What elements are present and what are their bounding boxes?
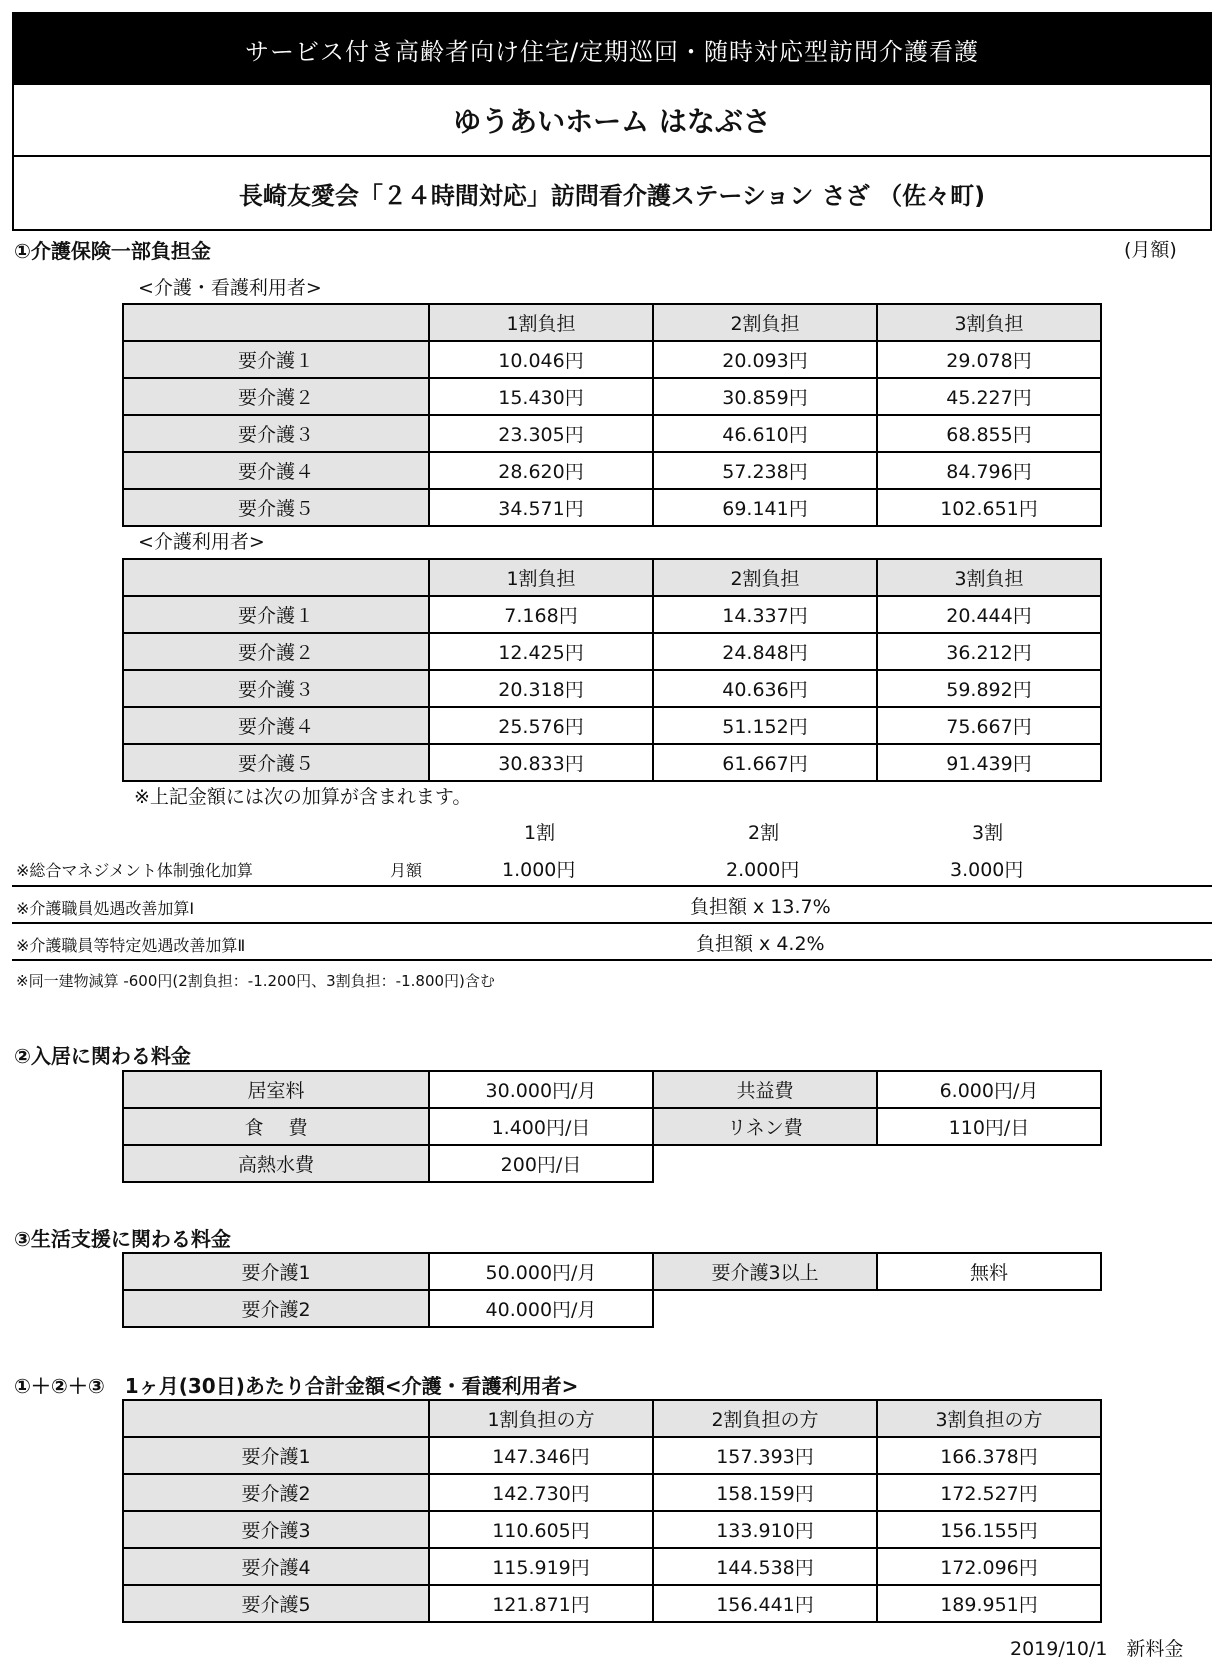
cell: 40.636円	[653, 670, 877, 707]
cell: 45.227円	[877, 378, 1101, 415]
cell: 29.078円	[877, 341, 1101, 378]
mgmt-unit: 月額	[390, 861, 423, 880]
add-col-2: 2割	[748, 822, 780, 844]
cell: 110円/日	[877, 1108, 1101, 1145]
cell: 59.892円	[877, 670, 1101, 707]
station-name: 長崎友愛会「２４時間対応」訪問看介護ステーション さざ （佐々町)	[238, 181, 986, 210]
table-row	[123, 1145, 1101, 1182]
cell: 91.439円	[877, 744, 1101, 781]
cell: 102.651円	[877, 489, 1101, 526]
row-label: 要介護５	[123, 489, 429, 526]
empty-cell	[653, 1290, 877, 1327]
cell: 40.000円/月	[429, 1290, 653, 1327]
row-label: 高熱水費	[123, 1145, 429, 1182]
cell: 200円/日	[429, 1145, 653, 1182]
table-row	[123, 1474, 1101, 1511]
header-category: サービス付き高齢者向け住宅/定期巡回・随時対応型訪問介護看護	[14, 14, 1210, 85]
row-label: リネン費	[653, 1108, 877, 1145]
row-label: 要介護2	[123, 1474, 429, 1511]
table-row	[123, 1511, 1101, 1548]
cell: 75.667円	[877, 707, 1101, 744]
add-col-1: 1割	[524, 822, 556, 844]
table-row	[123, 744, 1101, 781]
table-row	[123, 707, 1101, 744]
header-cell: 2割負担	[653, 304, 877, 341]
row-label: 要介護３	[123, 670, 429, 707]
cell: 147.346円	[429, 1437, 653, 1474]
cell: 110.605円	[429, 1511, 653, 1548]
row-label: 要介護2	[123, 1290, 429, 1327]
divider	[12, 885, 1212, 887]
table-row	[123, 489, 1101, 526]
cell: 156.441円	[653, 1585, 877, 1622]
reduction-note: ※同一建物減算 -600円(2割負担：-1.200円、3割負担：-1.800円)含む	[16, 972, 495, 990]
row-label: 要介護５	[123, 744, 429, 781]
header-cell: 1割負担の方	[429, 1400, 653, 1437]
cell: 68.855円	[877, 415, 1101, 452]
table-row	[123, 1108, 1101, 1145]
cell: 84.796円	[877, 452, 1101, 489]
cell: 6.000円/月	[877, 1071, 1101, 1108]
move-in-fees-table	[122, 1070, 1102, 1183]
header-cell: 3割負担	[877, 304, 1101, 341]
care-table	[122, 558, 1102, 782]
cell: 20.093円	[653, 341, 877, 378]
section1-sub2: <介護利用者>	[138, 531, 265, 553]
cell: 15.430円	[429, 378, 653, 415]
table-row	[123, 1290, 1101, 1327]
cell: 57.238円	[653, 452, 877, 489]
footer-date: 2019/10/1 新料金	[1010, 1638, 1184, 1660]
cell: 121.871円	[429, 1585, 653, 1622]
row-label: 要介護3	[123, 1511, 429, 1548]
mgmt-val-2: 2.000円	[726, 859, 800, 881]
divider	[12, 922, 1212, 924]
cell: 20.318円	[429, 670, 653, 707]
cell: 142.730円	[429, 1474, 653, 1511]
cell: 133.910円	[653, 1511, 877, 1548]
row-label: 要介護1	[123, 1253, 429, 1290]
header-cell: 3割負担の方	[877, 1400, 1101, 1437]
table-row	[123, 1548, 1101, 1585]
row-label: 要介護5	[123, 1585, 429, 1622]
table-row	[123, 378, 1101, 415]
table-row	[123, 1585, 1101, 1622]
row-label: 共益費	[653, 1071, 877, 1108]
header-cell-empty	[123, 1400, 429, 1437]
cell: 172.527円	[877, 1474, 1101, 1511]
cell: 189.951円	[877, 1585, 1101, 1622]
cell: 1.400円/日	[429, 1108, 653, 1145]
header-box	[12, 12, 1212, 231]
header-cell: 2割負担の方	[653, 1400, 877, 1437]
cell: 30.833円	[429, 744, 653, 781]
cell: 20.444円	[877, 596, 1101, 633]
care-nursing-table	[122, 303, 1102, 527]
row-label: 要介護１	[123, 596, 429, 633]
table-row	[123, 596, 1101, 633]
header-cell-empty	[123, 304, 429, 341]
table-row	[123, 415, 1101, 452]
header-cell: 1割負担	[429, 559, 653, 596]
cell: 172.096円	[877, 1548, 1101, 1585]
row-label: 要介護4	[123, 1548, 429, 1585]
cell: 144.538円	[653, 1548, 877, 1585]
header-cell-empty	[123, 559, 429, 596]
cell: 30.000円/月	[429, 1071, 653, 1108]
cell: 158.159円	[653, 1474, 877, 1511]
row-label: 要介護２	[123, 378, 429, 415]
row-label: 要介護1	[123, 1437, 429, 1474]
row-label: 食 費	[123, 1108, 429, 1145]
cell: 14.337円	[653, 596, 877, 633]
table-row	[123, 1253, 1101, 1290]
empty-cell	[653, 1145, 877, 1182]
mgmt-val-1: 1.000円	[502, 859, 576, 881]
monthly-label: (月額)	[1124, 239, 1177, 261]
monthly-total-table	[122, 1399, 1102, 1623]
empty-cell	[877, 1145, 1101, 1182]
divider	[12, 959, 1212, 961]
table-row	[123, 452, 1101, 489]
row-label: 要介護４	[123, 707, 429, 744]
row-label: 要介護２	[123, 633, 429, 670]
cell: 156.155円	[877, 1511, 1101, 1548]
mgmt-label: ※総合マネジメント体制強化加算	[16, 861, 253, 880]
kaizen1-label: ※介護職員処遇改善加算Ⅰ	[16, 899, 195, 918]
cell: 7.168円	[429, 596, 653, 633]
cell: 50.000円/月	[429, 1253, 653, 1290]
row-label: 要介護１	[123, 341, 429, 378]
cell: 36.212円	[877, 633, 1101, 670]
kaizen1-value: 負担額 x 13.7%	[690, 896, 831, 918]
kaizen2-label: ※介護職員等特定処遇改善加算Ⅱ	[16, 936, 246, 955]
table-row	[123, 1437, 1101, 1474]
addition-note: ※上記金額には次の加算が含まれます。	[134, 786, 472, 808]
cell: 46.610円	[653, 415, 877, 452]
section2-title: ②入居に関わる料金	[14, 1044, 191, 1068]
section1-title: ①介護保険一部負担金	[14, 239, 211, 263]
table-header-row	[123, 304, 1101, 341]
cell: 30.859円	[653, 378, 877, 415]
cell: 69.141円	[653, 489, 877, 526]
row-label: 要介護４	[123, 452, 429, 489]
row-label: 居室料	[123, 1071, 429, 1108]
table-row	[123, 341, 1101, 378]
row-label: 要介護3以上	[653, 1253, 877, 1290]
mgmt-val-3: 3.000円	[950, 859, 1024, 881]
facility-name: ゆうあいホーム はなぶさ	[14, 85, 1210, 157]
cell: 115.919円	[429, 1548, 653, 1585]
table-header-row	[123, 559, 1101, 596]
header-cell: 2割負担	[653, 559, 877, 596]
cell: 51.152円	[653, 707, 877, 744]
row-label: 要介護３	[123, 415, 429, 452]
cell: 61.667円	[653, 744, 877, 781]
section1-sub1: <介護・看護利用者>	[138, 277, 322, 299]
table-row	[123, 633, 1101, 670]
kaizen2-value: 負担額 x 4.2%	[696, 933, 825, 955]
section3-title: ③生活支援に関わる料金	[14, 1227, 231, 1251]
cell: 34.571円	[429, 489, 653, 526]
add-col-3: 3割	[972, 822, 1004, 844]
cell: 10.046円	[429, 341, 653, 378]
cell: 24.848円	[653, 633, 877, 670]
cell: 157.393円	[653, 1437, 877, 1474]
cell: 166.378円	[877, 1437, 1101, 1474]
section4-title: ①＋②＋③ 1ヶ月(30日)あたり合計金額<介護・看護利用者>	[14, 1374, 579, 1398]
cell: 無料	[877, 1253, 1101, 1290]
table-header-row	[123, 1400, 1101, 1437]
empty-cell	[877, 1290, 1101, 1327]
header-cell: 1割負担	[429, 304, 653, 341]
cell: 25.576円	[429, 707, 653, 744]
header-cell: 3割負担	[877, 559, 1101, 596]
table-row	[123, 670, 1101, 707]
table-row	[123, 1071, 1101, 1108]
cell: 23.305円	[429, 415, 653, 452]
cell: 12.425円	[429, 633, 653, 670]
living-support-table	[122, 1252, 1102, 1328]
cell: 28.620円	[429, 452, 653, 489]
